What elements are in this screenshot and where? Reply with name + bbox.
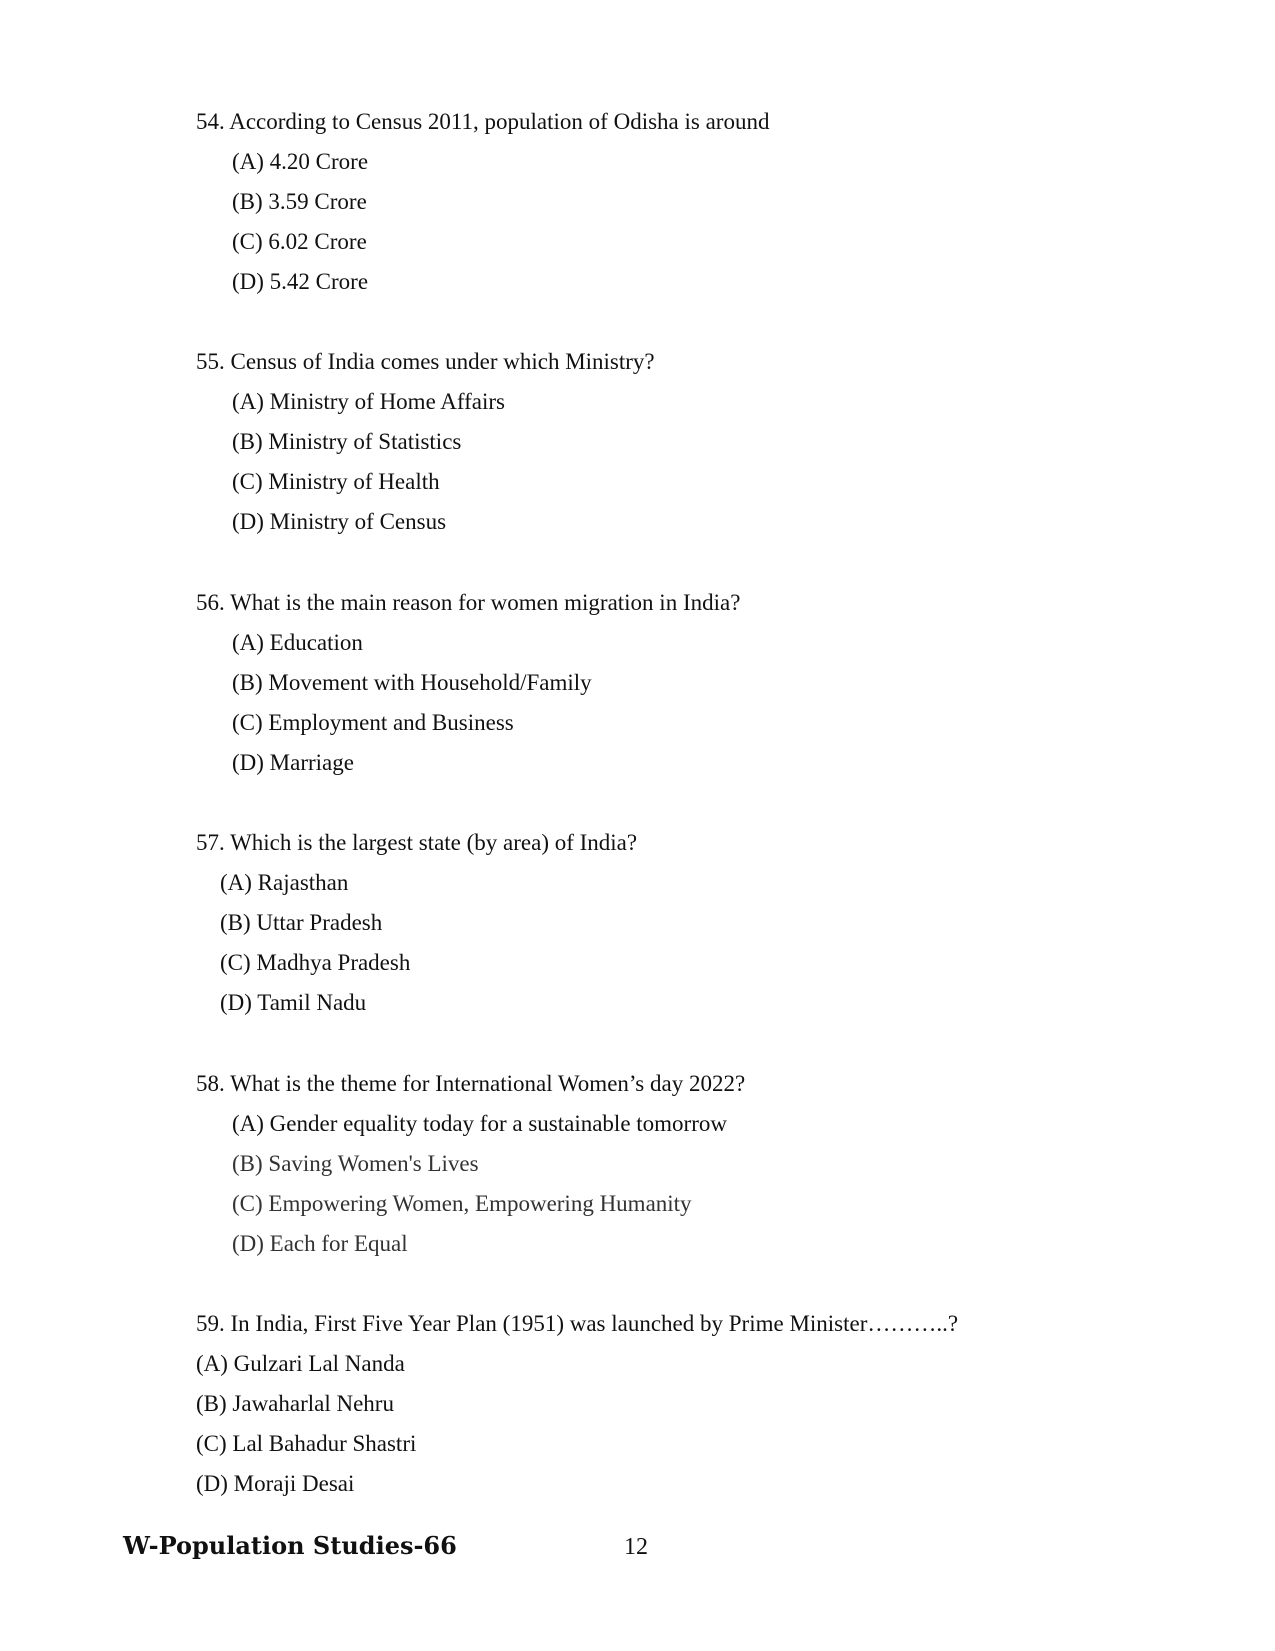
- footer-paper-title: W-Population Studies-66: [123, 1531, 457, 1560]
- option-c: (C) Madhya Pradesh: [220, 950, 411, 975]
- option-a: (A) Ministry of Home Affairs: [232, 389, 505, 414]
- option-d: (D) Each for Equal: [232, 1231, 408, 1256]
- question-stem: 59. In India, First Five Year Plan (1951) was launched by Prime Minister………..?: [196, 1311, 959, 1336]
- option-d: (D) Moraji Desai: [196, 1471, 355, 1496]
- option-b: (B) Uttar Pradesh: [220, 910, 383, 935]
- question-stem: 54. According to Census 2011, population of Odisha is around: [196, 109, 770, 134]
- option-d: (D) Ministry of Census: [232, 509, 447, 534]
- option-b: (B) 3.59 Crore: [232, 189, 367, 214]
- option-c: (C) Lal Bahadur Shastri: [196, 1431, 417, 1456]
- option-b: (B) Saving Women's Lives: [232, 1151, 479, 1176]
- option-c: (C) Employment and Business: [232, 710, 514, 735]
- option-a: (A) Education: [232, 630, 363, 655]
- option-a: (A) 4.20 Crore: [232, 149, 369, 174]
- option-d: (D) 5.42 Crore: [232, 269, 369, 294]
- page-number: 12: [624, 1534, 648, 1560]
- question-stem: 55. Census of India comes under which Ministry?: [196, 349, 655, 374]
- question-stem: 56. What is the main reason for women migration in India?: [196, 590, 741, 615]
- option-a: (A) Gulzari Lal Nanda: [196, 1351, 405, 1376]
- option-b: (B) Movement with Household/Family: [232, 670, 592, 695]
- option-b: (B) Ministry of Statistics: [232, 429, 462, 454]
- option-b: (B) Jawaharlal Nehru: [196, 1391, 394, 1416]
- option-c: (C) Empowering Women, Empowering Humanity: [232, 1191, 692, 1216]
- option-d: (D) Tamil Nadu: [220, 990, 367, 1015]
- question-stem: 58. What is the theme for International Women’s day 2022?: [196, 1071, 746, 1096]
- option-a: (A) Gender equality today for a sustainable tomorrow: [232, 1111, 727, 1136]
- question-stem: 57. Which is the largest state (by area) of India?: [196, 830, 638, 855]
- option-d: (D) Marriage: [232, 750, 354, 775]
- option-a: (A) Rajasthan: [220, 870, 349, 895]
- option-c: (C) 6.02 Crore: [232, 229, 367, 254]
- option-c: (C) Ministry of Health: [232, 469, 440, 494]
